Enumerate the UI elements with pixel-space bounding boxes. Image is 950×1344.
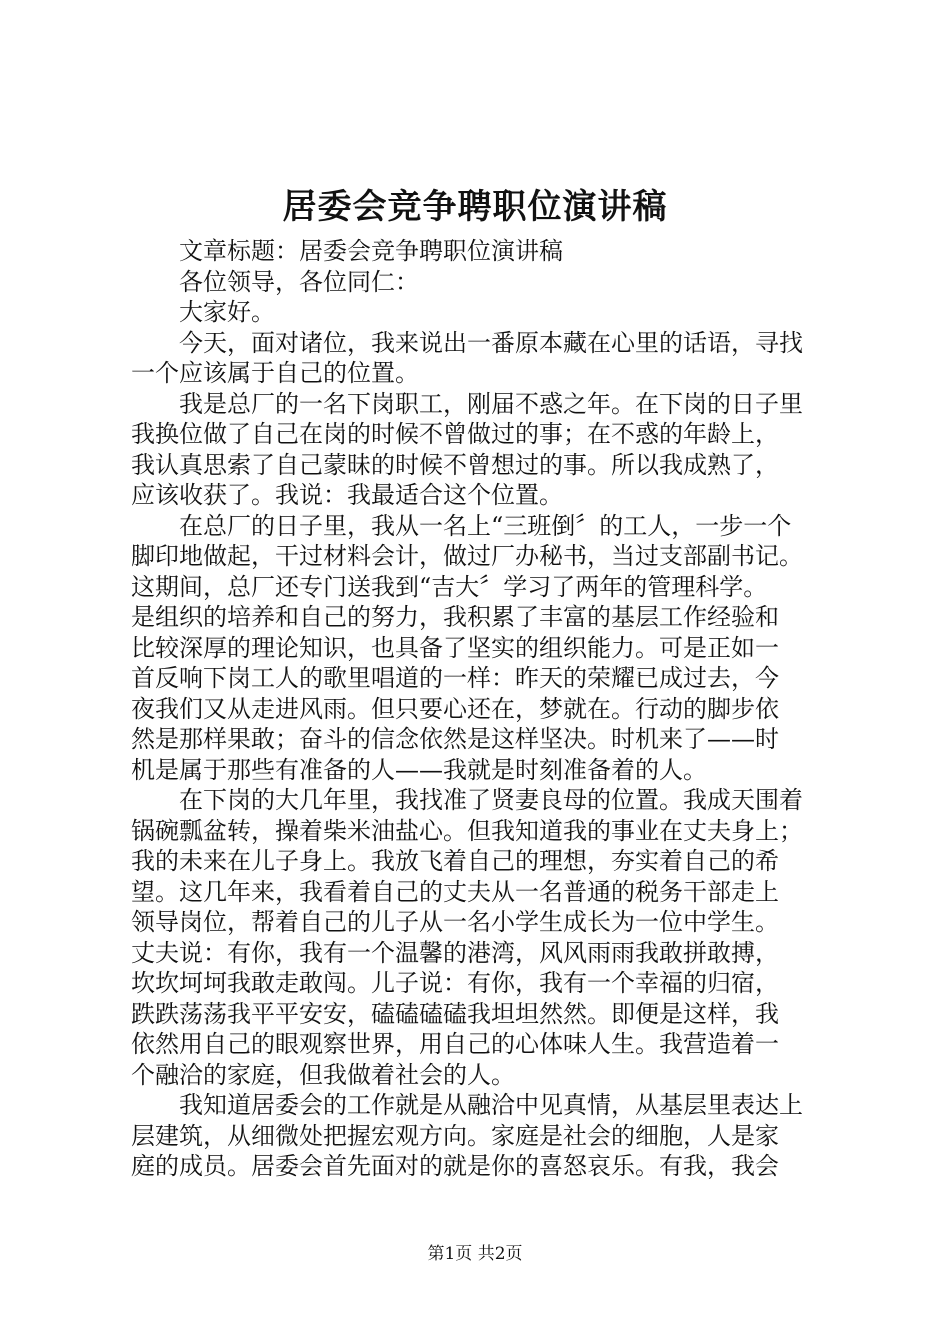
page-footer: 第1页 共2页 [427,1244,523,1264]
paragraph-line: 是组织的培养和自己的努力，我积累了丰富的基层工作经验和 [131,603,779,631]
paragraph-line: 跌跌荡荡我平平安安，磕磕磕磕我坦坦然然。即便是这样，我 [131,999,779,1028]
paragraph [131,328,831,389]
paragraph-line: 然是那样果敢；奋斗的信念依然是这样坚决。时机来了——时 [131,725,779,753]
paragraph-line: 应该收获了。我说：我最适合这个位置。 [131,481,563,509]
paragraph-line: 层建筑，从细微处把握宏观方向。家庭是社会的细胞，人是家 [131,1121,779,1150]
paragraph-line: 丈夫说：有你，我有一个温馨的港湾，风风雨雨我敢拼敢搏， [131,938,779,967]
paragraph-line: 我换位做了自己在岗的时候不曾做过的事；在不惑的年龄上， [131,420,779,448]
paragraph-line: 依然用自己的眼观察世界，用自己的心体味人生。我营造着一 [131,1030,779,1058]
paragraph [131,236,831,267]
paragraph [131,267,831,298]
paragraph-line: 一个应该属于自己的位置。 [131,359,419,387]
paragraph-line: 在总厂的日子里，我从一名上“三班倒〞的工人，一步一个 [179,511,792,540]
paragraph-line: 比较深厚的理论知识，也具备了坚实的组织能力。可是正如一 [131,633,779,662]
paragraph-line: 我认真思索了自己蒙昧的时候不曾想过的事。所以我成熟了， [131,450,779,479]
paragraph-line: 我是总厂的一名下岗职工，刚届不惑之年。在下岗的日子里 [179,389,803,418]
paragraph-line: 个融洽的家庭，但我做着社会的人。 [131,1060,515,1089]
paragraph [131,297,831,328]
paragraph-line: 领导岗位，帮着自己的儿子从一名小学生成长为一位中学生。 [131,908,779,936]
paragraph [131,1090,831,1182]
paragraph [131,389,831,511]
document-body [131,236,831,1182]
paragraph-line: 锅碗瓢盆转，操着柴米油盐心。但我知道我的事业在丈夫身上； [131,816,803,845]
paragraph-line: 在下岗的大几年里，我找准了贤妻良母的位置。我成天围着 [179,786,803,814]
paragraph-line: 这期间，总厂还专门送我到“吉大〞学习了两年的管理科学。 [131,572,768,601]
paragraph-line: 夜我们又从走进风雨。但只要心还在，梦就在。行动的脚步依 [131,694,779,723]
paragraph-line: 脚印地做起，干过材料会计，做过厂办秘书，当过支部副书记。 [131,542,803,570]
paragraph-line: 首反响下岗工人的歌里唱道的一样：昨天的荣耀已成过去，今 [131,664,779,692]
paragraph-line: 文章标题：居委会竞争聘职位演讲稿 [179,237,563,265]
paragraph-line: 各位领导，各位同仁： [179,267,419,296]
paragraph-line: 我知道居委会的工作就是从融洽中见真情，从基层里表达上 [179,1091,803,1119]
paragraph-line: 我的未来在儿子身上。我放飞着自己的理想，夯实着自己的希 [131,847,779,875]
paragraph [131,785,831,1090]
paragraph-line: 望。这几年来，我看着自己的丈夫从一名普通的税务干部走上 [131,877,779,906]
paragraph-line: 庭的成员。居委会首先面对的就是你的喜怒哀乐。有我，我会 [131,1152,779,1180]
document-title: 居委会竞争聘职位演讲稿 [282,187,668,227]
paragraph-line: 坎坎坷坷我敢走敢闯。儿子说：有你，我有一个幸福的归宿， [131,969,779,997]
paragraph-line: 今天，面对诸位，我来说出一番原本藏在心里的话语，寻找 [179,328,803,357]
paragraph-line: 机是属于那些有准备的人——我就是时刻准备着的人。 [131,755,707,784]
paragraph [131,511,831,786]
paragraph-line: 大家好。 [179,298,275,326]
